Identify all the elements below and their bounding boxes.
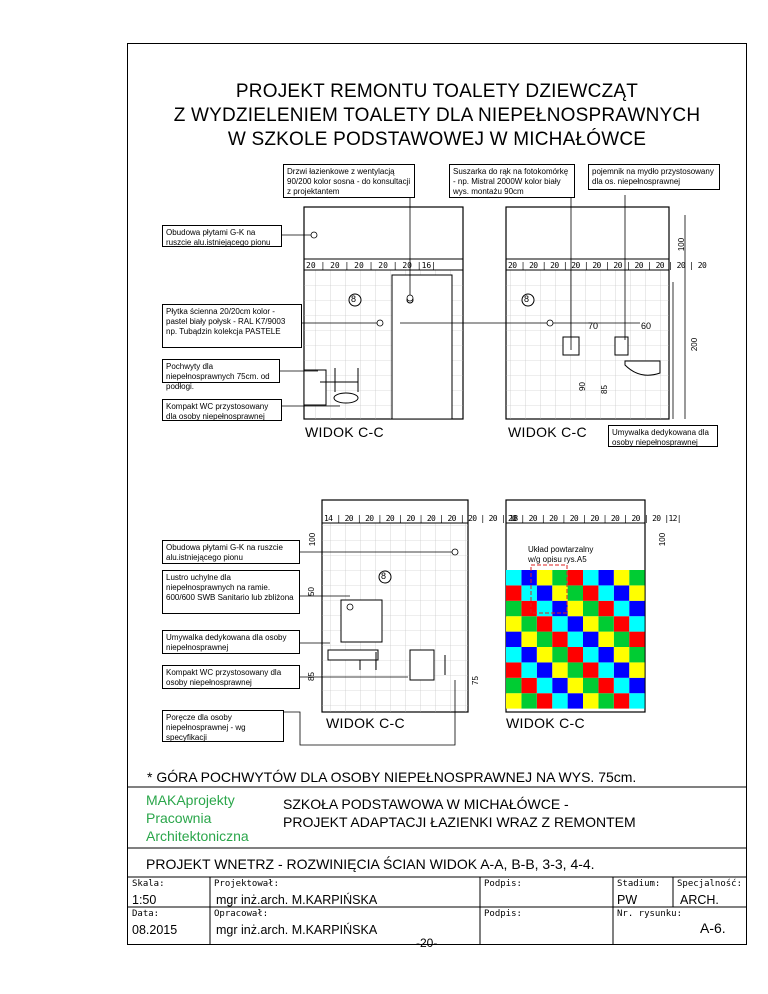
- mosaic-tile: [537, 678, 552, 693]
- mosaic-tile: [537, 601, 552, 616]
- elevation-bottom-left: [322, 500, 468, 712]
- mosaic-tile: [506, 678, 521, 693]
- mosaic-tile: [537, 647, 552, 662]
- mosaic-tile: [552, 585, 567, 600]
- note-grab-height: * GÓRA POCHWYTÓW DLA OSOBY NIEPEŁNOSPRAWNEJ NA WYS. 75cm.: [147, 769, 637, 785]
- mosaic-tile: [614, 585, 629, 600]
- mosaic-tile: [614, 662, 629, 677]
- mosaic-tile: [568, 693, 583, 708]
- dim-bottom-right: 20 | 20 | 20 | 20 | 20 | 20 | 20 | 20 |12|: [508, 514, 681, 523]
- dim-100-b: 100: [308, 532, 318, 547]
- mosaic-tile: [583, 616, 598, 631]
- tb-opracowal: mgr inż.arch. M.KARPIŃSKA: [216, 923, 378, 937]
- mosaic-tile: [552, 662, 567, 677]
- tb-data-label: Data:: [132, 909, 160, 919]
- mosaic-tile: [629, 632, 644, 647]
- label-sink-bottom: Umywalka dedykowana dla osoby niepełnosprawnej: [162, 630, 300, 654]
- mosaic-tile: [598, 601, 613, 616]
- tile-marker-1: 8: [351, 294, 357, 304]
- mosaic-tile: [629, 601, 644, 616]
- mosaic-tile: [568, 570, 583, 585]
- mosaic-tile: [568, 678, 583, 693]
- tb-projektowal-label: Projektował:: [214, 879, 280, 889]
- mosaic-tile: [506, 632, 521, 647]
- dim-70: 70: [588, 321, 599, 331]
- label-mirror: Lustro uchylne dla niepełnosprawnych na ramie. 600/600 SWB Sanitario lub zbliżona: [162, 570, 300, 614]
- label-sink-top: Umywalka dedykowana dla osoby niepełnosprawnej: [608, 425, 718, 447]
- dim-85-b: 85: [306, 672, 316, 681]
- mosaic-tile: [583, 632, 598, 647]
- mosaic-tile: [521, 647, 536, 662]
- mosaic-tile: [614, 601, 629, 616]
- mosaic-tile: [629, 662, 644, 677]
- mosaic-tile: [521, 616, 536, 631]
- mosaic-tile: [521, 570, 536, 585]
- mosaic-tile: [629, 647, 644, 662]
- tb-data: 08.2015: [132, 923, 178, 937]
- mosaic-tile: [506, 647, 521, 662]
- mosaic-tile: [537, 693, 552, 708]
- mosaic-tile: [614, 616, 629, 631]
- mosaic-tile: [598, 616, 613, 631]
- tb-opracowal-label: Opracował:: [214, 909, 269, 919]
- mosaic-tile: [552, 647, 567, 662]
- elevation-top-right: [506, 207, 685, 419]
- tile-marker-3: 8: [381, 571, 387, 581]
- label-tile: Płytka ścienna 20/20cm kolor - pastel biały połysk - RAL K7/9003 np. Tubądzin kolekcja PASTELE: [162, 304, 302, 348]
- dim-100-c: 100: [658, 532, 668, 547]
- tb-stadium: PW: [617, 893, 638, 907]
- mosaic-tile: [629, 570, 644, 585]
- mosaic-tile: [552, 616, 567, 631]
- mosaic-tile: [614, 570, 629, 585]
- tb-stadium-label: Stadium:: [617, 879, 661, 889]
- mosaic-tile: [583, 662, 598, 677]
- mosaic-tile: [583, 570, 598, 585]
- mosaic-tile: [629, 616, 644, 631]
- label-gk-top: Obudowa płytami G-K na ruszcie alu.istniejącego pionu: [162, 225, 282, 247]
- view-title-1: WIDOK C-C: [305, 424, 384, 440]
- view-title-3: WIDOK C-C: [326, 715, 405, 731]
- label-wc-bottom: Kompakt WC przystosowany dla osoby niepełnosprawnej: [162, 665, 300, 689]
- mosaic-tile: [568, 662, 583, 677]
- mosaic-tile: [598, 632, 613, 647]
- company-line-3: Architektoniczna: [146, 828, 249, 844]
- mosaic-tile: [614, 678, 629, 693]
- tb-projektowal: mgr inż.arch. M.KARPIŃSKA: [216, 893, 378, 907]
- mosaic-tile: [629, 693, 644, 708]
- mosaic-tile: [583, 601, 598, 616]
- label-wc-top: Kompakt WC przystosowany dla osoby niepełnosprawnej: [162, 399, 282, 421]
- dim-100-a: 100: [677, 237, 687, 252]
- project-line-1: SZKOŁA PODSTAWOWA W MICHAŁÓWCE -: [283, 796, 569, 812]
- mosaic-tile: [583, 647, 598, 662]
- mosaic-tile: [568, 585, 583, 600]
- mosaic-tile: [537, 632, 552, 647]
- mosaic-tile: [537, 616, 552, 631]
- tb-spec-label: Specjalność:: [677, 879, 743, 889]
- dim-60: 60: [641, 321, 652, 331]
- company-line-2: Pracownia: [146, 810, 212, 826]
- mosaic-tile: [537, 585, 552, 600]
- mosaic-tile: [537, 570, 552, 585]
- mosaic-tile: [537, 662, 552, 677]
- title-line-1: PROJEKT REMONTU TOALETY DZIEWCZĄT: [235, 81, 639, 102]
- tb-skala-label: Skala:: [132, 879, 165, 889]
- mosaic-tile: [583, 585, 598, 600]
- label-pattern: Układ powtarzalny w/g opisu rys.A5: [528, 545, 594, 564]
- mosaic-tile: [598, 570, 613, 585]
- mosaic-tile: [598, 647, 613, 662]
- mosaic-tile: [552, 693, 567, 708]
- mosaic-tile: [552, 570, 567, 585]
- mosaic-tile: [552, 678, 567, 693]
- dim-top-right: 20 | 20 | 20 | 20 | 20 | 20 | 20 | 20 | 20 | 20: [508, 261, 707, 270]
- dim-90: 90: [577, 382, 587, 391]
- mosaic-tile: [506, 693, 521, 708]
- dim-50: 50: [306, 587, 316, 596]
- mosaic-tile: [521, 601, 536, 616]
- sheet-title: PROJEKT WNETRZ - ROZWINIĘCIA ŚCIAN WIDOK A-A, B-B, 3-3, 4-4.: [146, 856, 595, 872]
- tb-podpis2-label: Podpis:: [484, 909, 522, 919]
- mosaic-tile: [521, 585, 536, 600]
- page-number: -20-: [416, 936, 438, 950]
- project-line-2: PROJEKT ADAPTACJI ŁAZIENKI WRAZ Z REMONTEM: [283, 814, 636, 830]
- mosaic-tile: [598, 662, 613, 677]
- mosaic-tile: [521, 632, 536, 647]
- label-dryer: Suszarka do rąk na fotokomórkę - np. Mistral 2000W kolor biały wys. montażu 90cm: [449, 164, 575, 198]
- company-name: [146, 791, 249, 845]
- dim-top-left: 20 | 20 | 20 | 20 | 20 |16|: [306, 261, 437, 270]
- label-gk-bottom: Obudowa płytami G-K na ruszcie alu.istniejącego pionu: [162, 540, 300, 564]
- mosaic-tile: [552, 632, 567, 647]
- company-line-1: MAKAprojekty: [146, 792, 235, 808]
- mosaic-tile: [629, 585, 644, 600]
- mosaic-tile: [583, 693, 598, 708]
- label-door: Drzwi łazienkowe z wentylacją 90/200 kolor sosna - do konsultacji z projektantem: [283, 164, 415, 198]
- mosaic-tile: [568, 647, 583, 662]
- tb-skala: 1:50: [132, 893, 157, 907]
- tile-marker-2: 8: [524, 294, 530, 304]
- label-rails: Poręcze dla osoby niepełnosprawnej - wg specyfikacji: [162, 710, 284, 742]
- mosaic-tile: [614, 647, 629, 662]
- dim-85-a: 85: [599, 385, 609, 394]
- label-grab: Pochwyty dla niepełnosprawnych 75cm. od podłogi.: [162, 359, 280, 383]
- mosaic-tile: [629, 678, 644, 693]
- mosaic-tile: [521, 678, 536, 693]
- mosaic-tile: [552, 601, 567, 616]
- tb-podpis-label: Podpis:: [484, 879, 522, 889]
- dim-200: 200: [690, 337, 700, 352]
- mosaic-tile: [568, 616, 583, 631]
- mosaic-tile: [506, 662, 521, 677]
- mosaic-tile: [506, 601, 521, 616]
- mosaic-tile: [614, 632, 629, 647]
- view-title-4: WIDOK C-C: [506, 715, 585, 731]
- elevation-top-left: [304, 207, 463, 419]
- mosaic-tile: [583, 678, 598, 693]
- mosaic-tile: [568, 632, 583, 647]
- dim-bottom-left: 14 | 20 | 20 | 20 | 20 | 20 | 20 | 20 | 20 | 18: [324, 514, 518, 523]
- elevation-bottom-right: [506, 500, 645, 712]
- mosaic-tile: [506, 570, 521, 585]
- view-title-2: WIDOK C-C: [508, 424, 587, 440]
- title-line-3: W SZKOLE PODSTAWOWEJ W MICHAŁÓWCE: [227, 129, 647, 150]
- tb-spec: ARCH.: [680, 893, 719, 907]
- mosaic-tile: [568, 601, 583, 616]
- mosaic-tile: [506, 616, 521, 631]
- tb-nr: A-6.: [700, 920, 726, 936]
- project-name: [283, 795, 636, 831]
- mosaic-tile: [614, 693, 629, 708]
- mosaic-tile: [521, 662, 536, 677]
- mosaic-tile: [506, 585, 521, 600]
- title-line-2: Z WYDZIELENIEM TOALETY DLA NIEPEŁNOSPRAWNYCH: [173, 105, 701, 126]
- mosaic-tile: [598, 585, 613, 600]
- label-soap: pojemnik na mydło przystosowany dla os. niepełnosprawnej: [588, 164, 720, 190]
- mosaic-tile: [598, 693, 613, 708]
- dim-75: 75: [470, 676, 480, 685]
- tb-nr-label: Nr. rysunku:: [617, 909, 683, 919]
- mosaic-tile: [598, 678, 613, 693]
- mosaic-tile: [521, 693, 536, 708]
